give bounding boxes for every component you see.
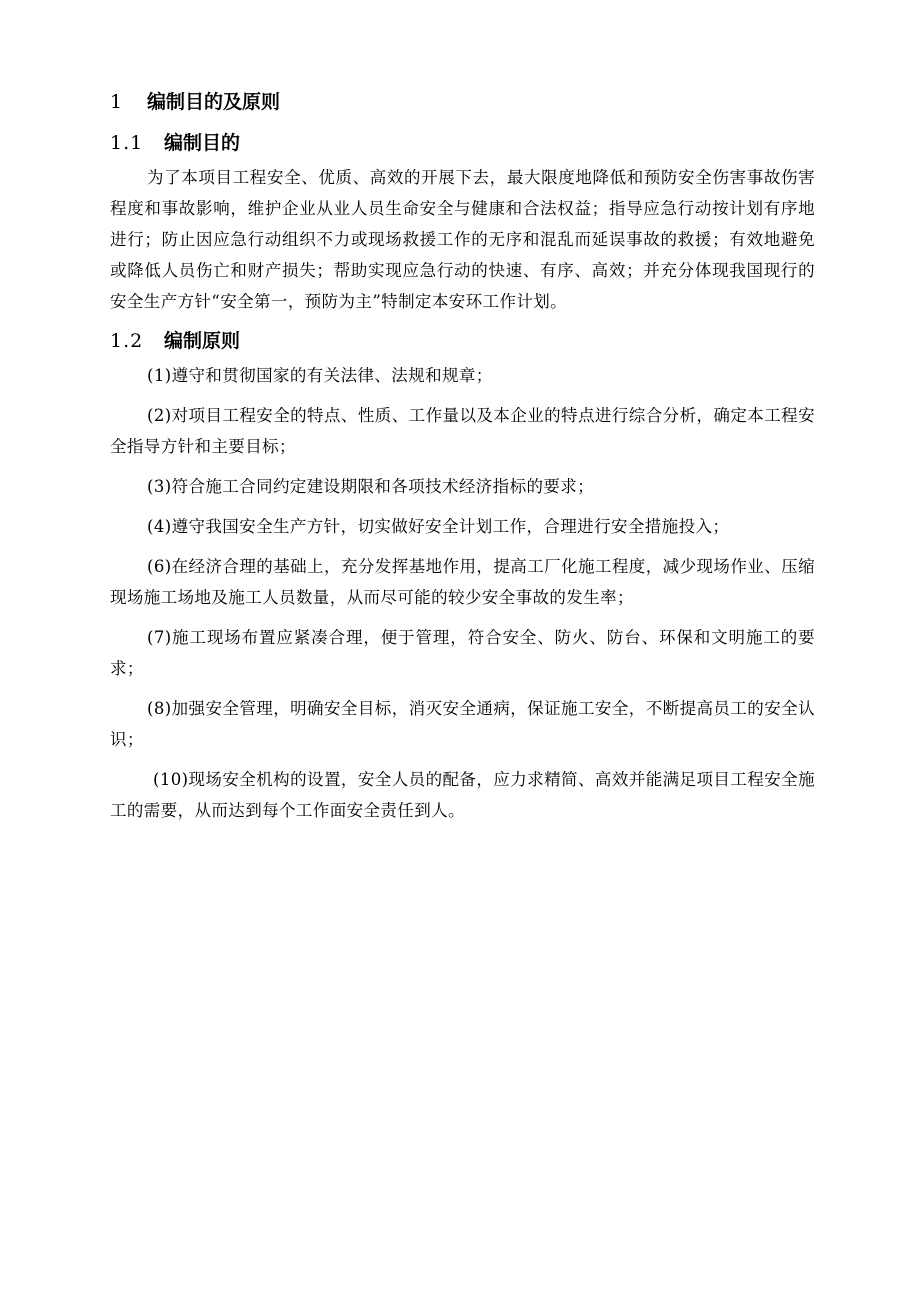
purpose-paragraph: 为了本项目工程安全、优质、高效的开展下去，最大限度地降低和预防安全伤害事故伤害程度和事故影响，维护企业从业人员生命安全与健康和合法权益；指导应急行动按计划有序地进行；防止因应急行动组织不力或现场救援工作的无序和混乱而延误事故的救援；有效地避免或降低人员伤亡和财产损失；帮助实现应急行动的快速、有序、高效；并充分体现我国现行的安全生产方针“安全第一，预防为主”特制定本安环工作计划。	[110, 168, 815, 311]
principle-item: (4)遵守我国安全生产方针，切实做好安全计划工作，合理进行安全措施投入；	[147, 517, 730, 536]
section-number: 1	[110, 91, 123, 113]
subsection-heading-principles	[110, 323, 815, 360]
section-heading	[110, 84, 815, 121]
principle-item: (2)对项目工程安全的特点、性质、工作量以及本企业的特点进行综合分析，确定本工程安全指导方针和主要目标；	[110, 406, 815, 456]
principle-item: (7)施工现场布置应紧凑合理，便于管理，符合安全、防火、防台、环保和文明施工的要求；	[110, 628, 815, 678]
subsection-number: 1.2	[110, 330, 144, 352]
subsection-title: 编制目的	[164, 132, 241, 154]
document-body	[110, 84, 815, 835]
principle-item: (3)符合施工合同约定建设期限和各项技术经济指标的要求；	[147, 477, 595, 496]
principle-item: (1)遵守和贯彻国家的有关法律、法规和规章；	[147, 366, 493, 385]
subsection-heading-purpose	[110, 125, 815, 162]
subsection-title: 编制原则	[164, 330, 241, 352]
subsection-number: 1.1	[110, 132, 144, 154]
principle-item: (6)在经济合理的基础上，充分发挥基地作用，提高工厂化施工程度，减少现场作业、压缩现场施工场地及施工人员数量，从而尽可能的较少安全事故的发生率；	[110, 557, 815, 607]
principle-item: (8)加强安全管理，明确安全目标，消灭安全通病，保证施工安全，不断提高员工的安全认识；	[110, 699, 815, 749]
section-title: 编制目的及原则	[147, 91, 281, 113]
principle-item: (10)现场安全机构的设置，安全人员的配备，应力求精简、高效并能满足项目工程安全施工的需要，从而达到每个工作面安全责任到人。	[110, 770, 815, 820]
